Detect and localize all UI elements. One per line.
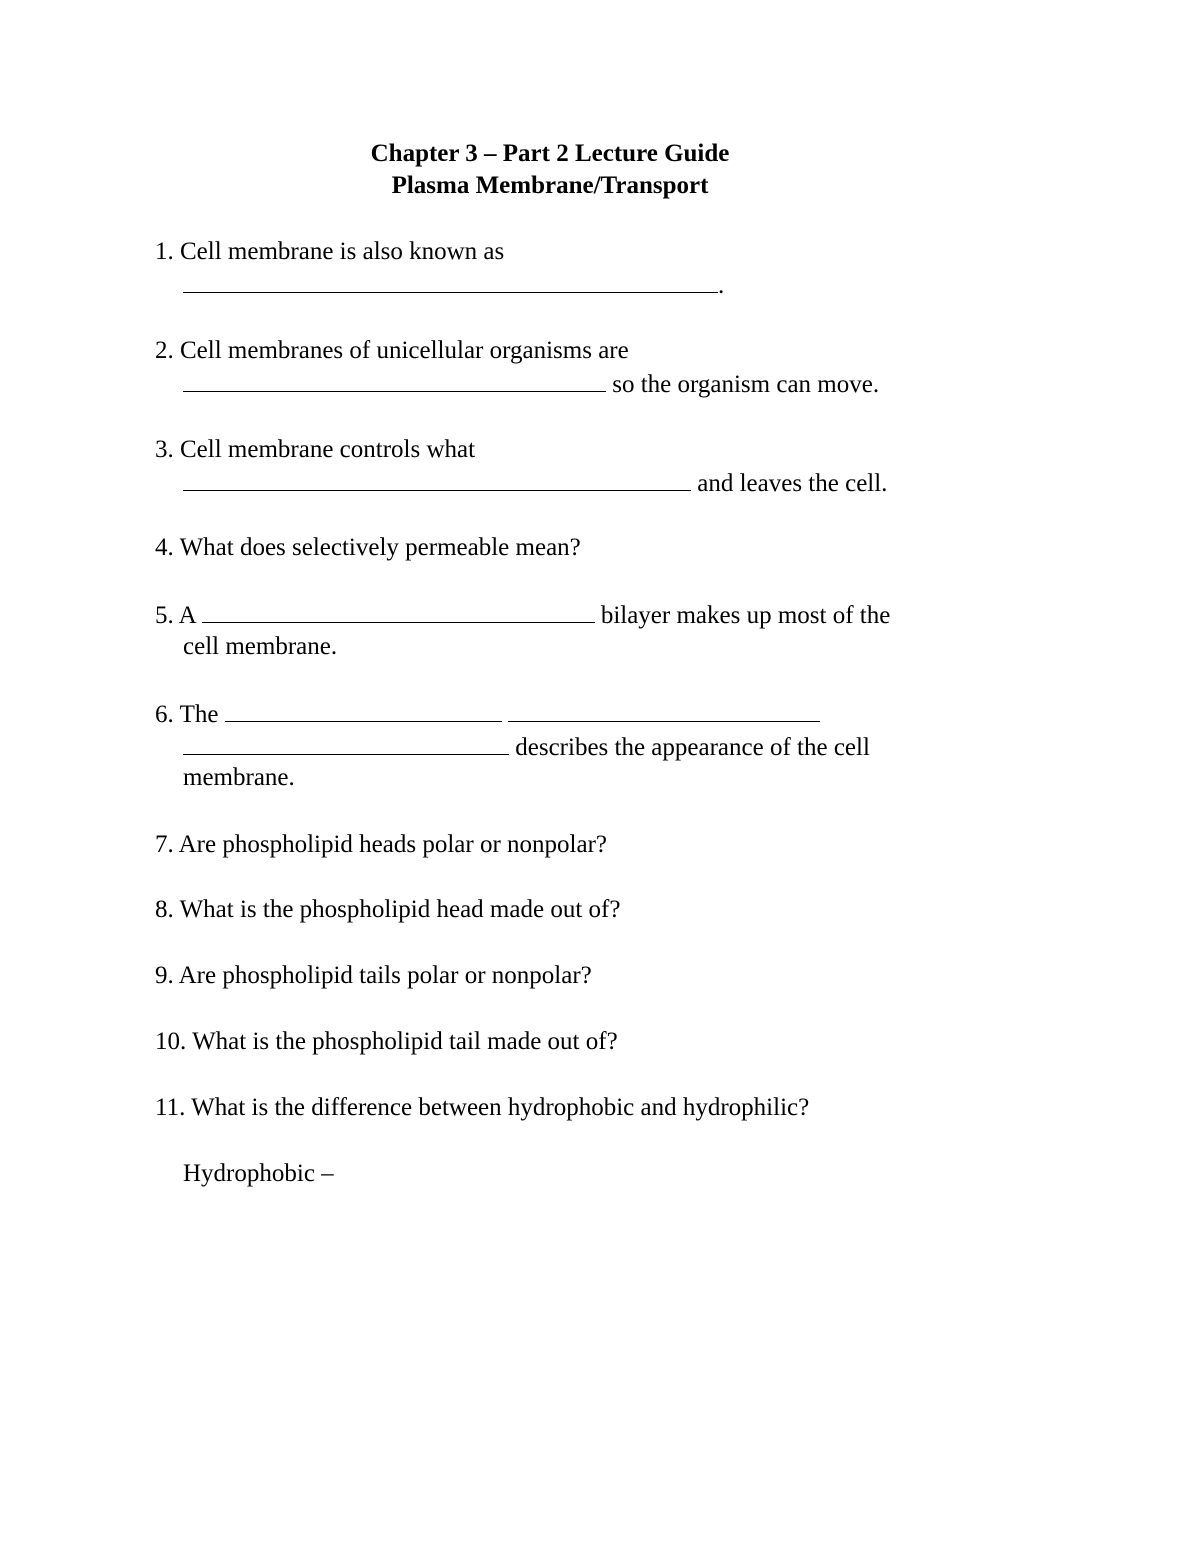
question-text: Are phospholipid heads polar or nonpolar? [178, 831, 607, 858]
question-text: bilayer makes up most of the [600, 602, 891, 629]
question-number: 1. [155, 238, 174, 265]
question-3 [155, 434, 475, 466]
question-3-answer-line [183, 466, 887, 500]
hydrophobic-label: Hydrophobic – [183, 1160, 334, 1187]
answer-suffix: so the organism can move. [612, 371, 880, 398]
question-6 [155, 697, 820, 731]
question-2-answer-line [183, 367, 879, 401]
answer-suffix: and leaves the cell. [697, 470, 888, 497]
question-number: 9. [155, 962, 174, 989]
question-8 [155, 894, 620, 926]
question-1-answer-line [183, 268, 724, 302]
question-10 [155, 1026, 618, 1058]
question-5-continuation: cell membrane. [183, 633, 338, 660]
page-title: Chapter 3 – Part 2 Lecture Guide [370, 140, 730, 167]
question-text: Cell membrane is also known as [180, 238, 505, 265]
question-number: 3. [155, 436, 174, 463]
question-prefix: A [178, 602, 196, 629]
answer-blank[interactable] [202, 598, 595, 623]
question-9 [155, 960, 592, 992]
question-2 [155, 335, 629, 367]
question-text: What is the difference between hydrophobic and hydrophilic? [191, 1094, 810, 1121]
question-number: 7. [155, 831, 174, 858]
question-4 [155, 532, 581, 564]
answer-blank-3[interactable] [183, 730, 509, 755]
answer-blank-1[interactable] [225, 697, 502, 722]
question-number: 10. [155, 1028, 187, 1055]
answer-suffix: . [718, 272, 725, 299]
question-6-continuation: membrane. [183, 764, 295, 791]
question-7 [155, 829, 607, 861]
page-subtitle: Plasma Membrane/Transport [391, 172, 709, 199]
answer-blank-2[interactable] [508, 697, 820, 722]
answer-blank[interactable] [183, 466, 691, 491]
question-1 [155, 236, 504, 268]
question-number: 6. [155, 701, 174, 728]
question-text: Are phospholipid tails polar or nonpolar? [178, 962, 592, 989]
question-text: What is the phospholipid tail made out of? [192, 1028, 618, 1055]
question-number: 2. [155, 337, 174, 364]
question-text: What is the phospholipid head made out of? [179, 896, 621, 923]
answer-blank[interactable] [183, 367, 606, 392]
question-number: 11. [155, 1094, 186, 1121]
question-prefix: The [179, 701, 219, 728]
question-text: Cell membranes of unicellular organisms are [180, 337, 629, 364]
question-text: Cell membrane controls what [180, 436, 476, 463]
question-6-answer-line [183, 730, 870, 764]
question-number: 8. [155, 896, 174, 923]
question-11 [155, 1092, 809, 1124]
question-text: What does selectively permeable mean? [179, 534, 581, 561]
question-5 [155, 598, 890, 632]
answer-blank[interactable] [183, 268, 718, 293]
question-number: 5. [155, 602, 174, 629]
question-number: 4. [155, 534, 174, 561]
question-text: describes the appearance of the cell [515, 734, 870, 761]
